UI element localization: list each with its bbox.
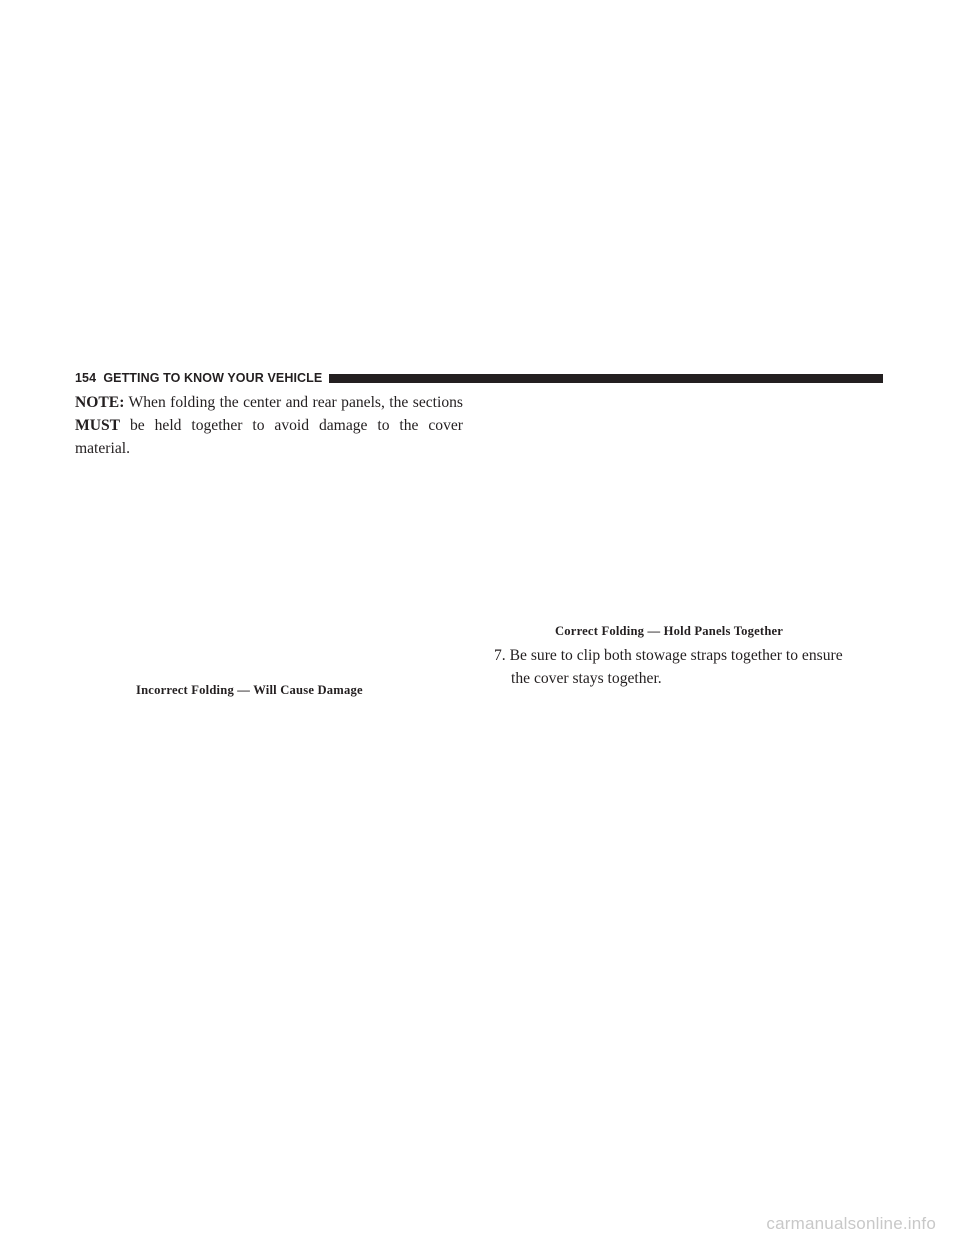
- page-header-text: [75, 371, 322, 385]
- note-text-1: When folding the center and rear panels, the sections: [128, 394, 463, 411]
- watermark: carmanualsonline.info: [766, 1214, 936, 1233]
- step-line-2: the cover stays together.: [511, 670, 662, 687]
- note-emphasis: MUST: [75, 417, 121, 434]
- step-number: 7.: [494, 647, 506, 664]
- note-label: NOTE:: [75, 394, 125, 411]
- section-title: GETTING TO KNOW YOUR VEHICLE: [103, 371, 323, 385]
- incorrect-folding-caption: Incorrect Folding — Will Cause Damage: [136, 683, 363, 697]
- note-paragraph: [75, 391, 463, 460]
- page-header: [75, 370, 883, 386]
- step-line-1: Be sure to clip both stowage straps together to ensure: [509, 647, 843, 664]
- header-rule: [329, 374, 883, 383]
- page-number: 154: [75, 371, 97, 385]
- correct-folding-caption: Correct Folding — Hold Panels Together: [555, 624, 784, 638]
- note-text-2: be held together to avoid damage to the cover material.: [75, 417, 463, 457]
- step-7: [494, 644, 884, 690]
